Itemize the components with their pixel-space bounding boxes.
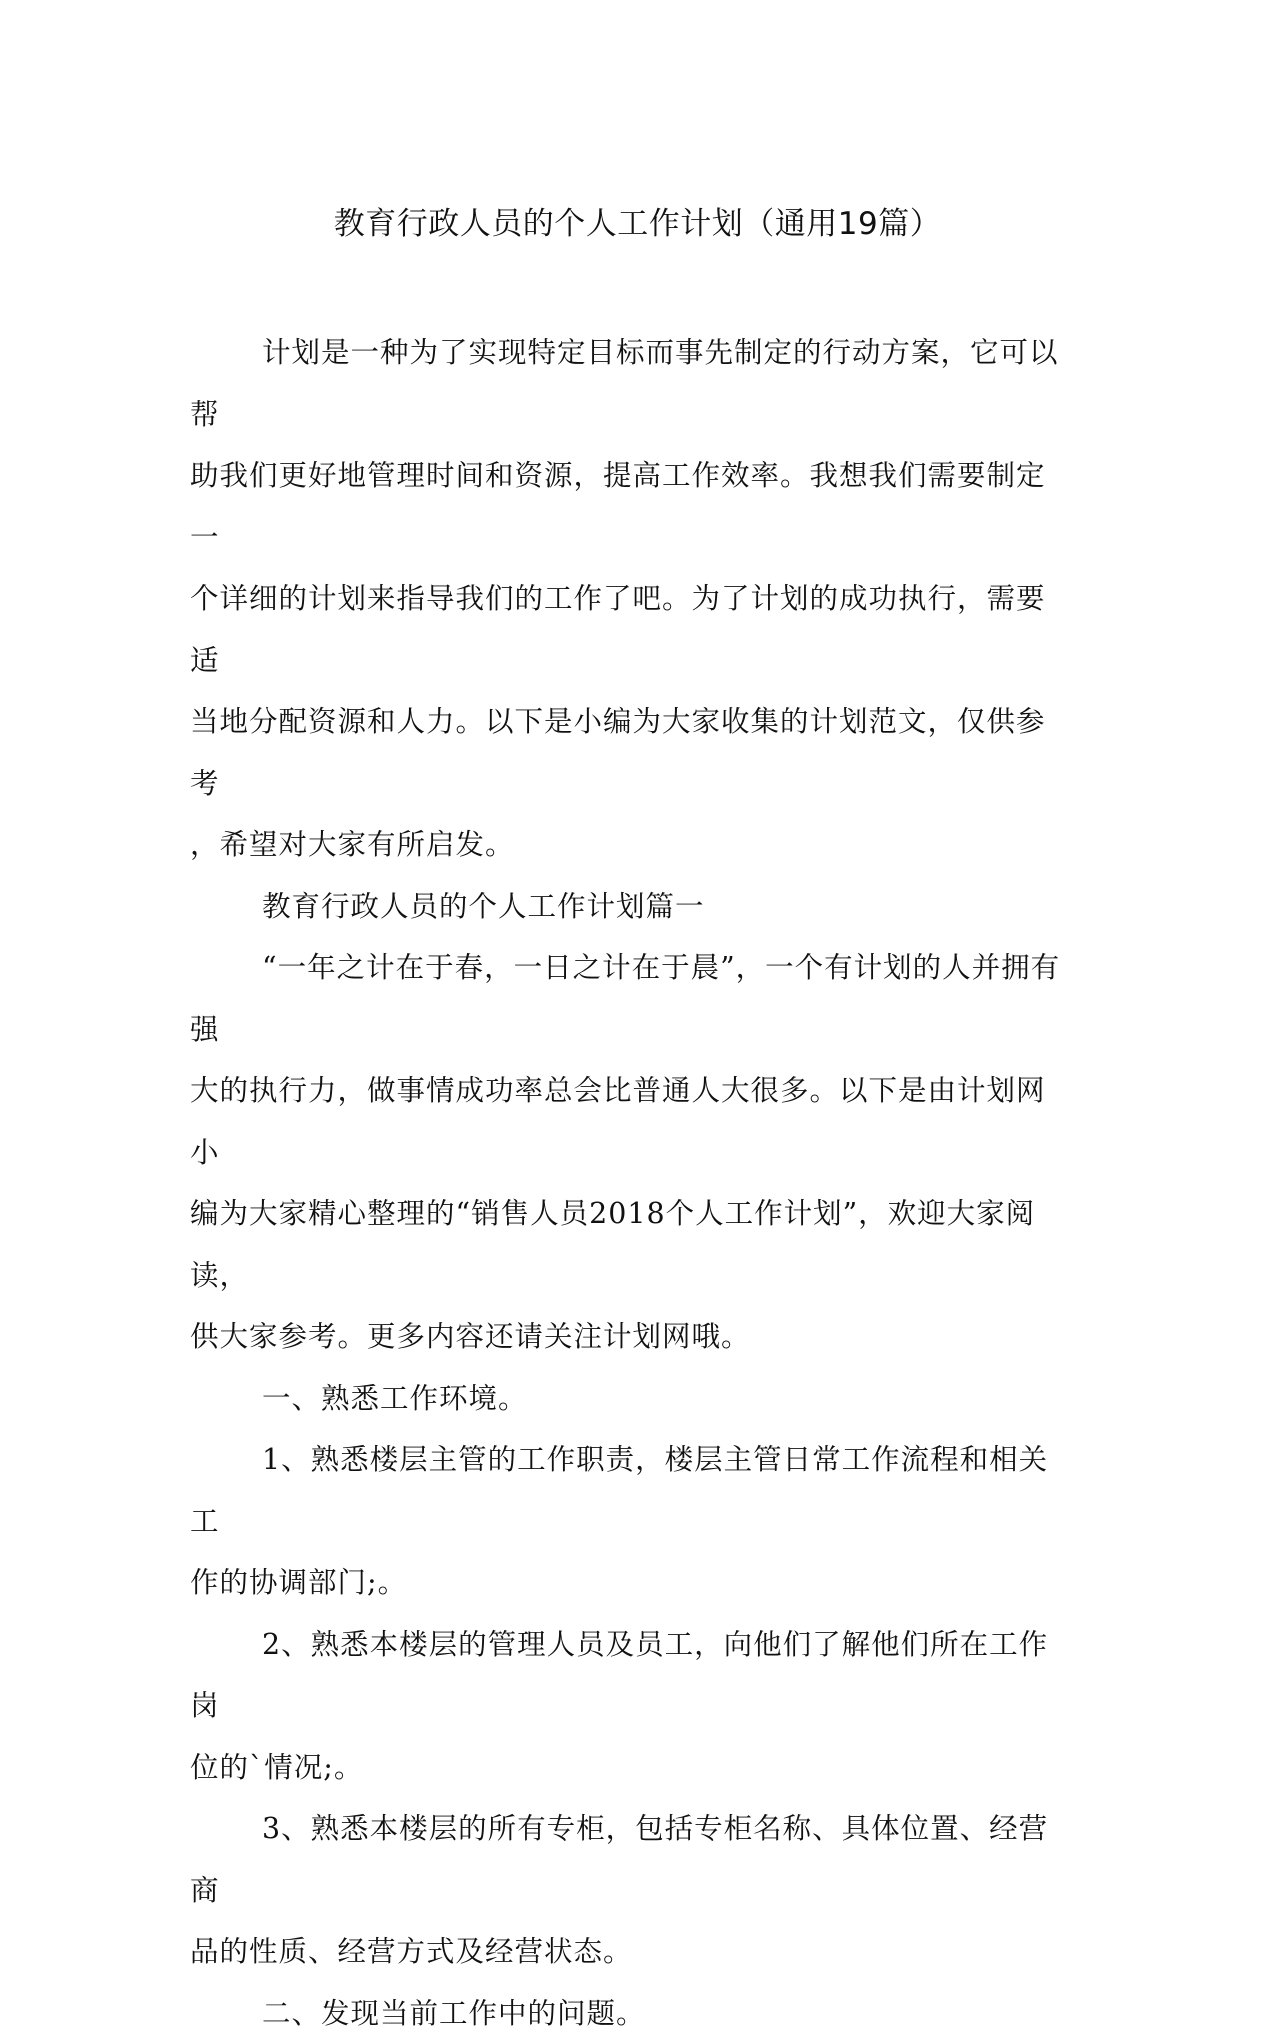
text-line: 一、熟悉工作环境。 [262,1382,528,1415]
text-line: 二、发现当前工作中的问题。 [262,1997,646,2030]
intro-paragraph [190,322,1065,876]
text-line: 位的`情况;。 [190,1751,363,1784]
text-line: 供大家参考。更多内容还请关注计划网哦。 [190,1320,751,1353]
text-line: 编为大家精心整理的“销售人员2018个人工作计划”，欢迎大家阅读， [190,1197,1035,1292]
text-line: 当地分配资源和人力。以下是小编为大家收集的计划范文，仅供参考 [190,705,1046,800]
list-item-2 [190,1614,1065,1799]
quote-paragraph [190,937,1065,1368]
text-line: 个详细的计划来指导我们的工作了吧。为了计划的成功执行，需要适 [190,582,1046,677]
text-line: 3、熟悉本楼层的所有专柜，包括专柜名称、具体位置、经营商 [190,1812,1048,1907]
text-line: 助我们更好地管理时间和资源，提高工作效率。我想我们需要制定一 [190,459,1046,554]
list-item-1 [190,1429,1065,1614]
text-line: 作的协调部门;。 [190,1566,407,1599]
subheading-environment [190,1368,1065,1430]
list-item-3 [190,1798,1065,1983]
text-line: “一年之计在于春，一日之计在于晨”，一个有计划的人并拥有强 [190,951,1060,1046]
document-body [190,322,1065,2044]
text-line: 品的性质、经营方式及经营状态。 [190,1935,633,1968]
text-line: 教育行政人员的个人工作计划篇一 [262,890,705,923]
subheading-problems [190,1983,1065,2044]
text-line: 1、熟悉楼层主管的工作职责，楼层主管日常工作流程和相关工 [190,1443,1048,1538]
text-line: ，希望对大家有所启发。 [190,828,515,861]
text-line: 2、熟悉本楼层的管理人员及员工，向他们了解他们所在工作岗 [190,1628,1048,1723]
text-line: 大的执行力，做事情成功率总会比普通人大很多。以下是由计划网小 [190,1074,1046,1169]
text-line: 计划是一种为了实现特定目标而事先制定的行动方案，它可以帮 [190,336,1059,431]
document-title: 教育行政人员的个人工作计划（通用19篇） [0,204,1275,244]
section-heading [190,876,1065,938]
